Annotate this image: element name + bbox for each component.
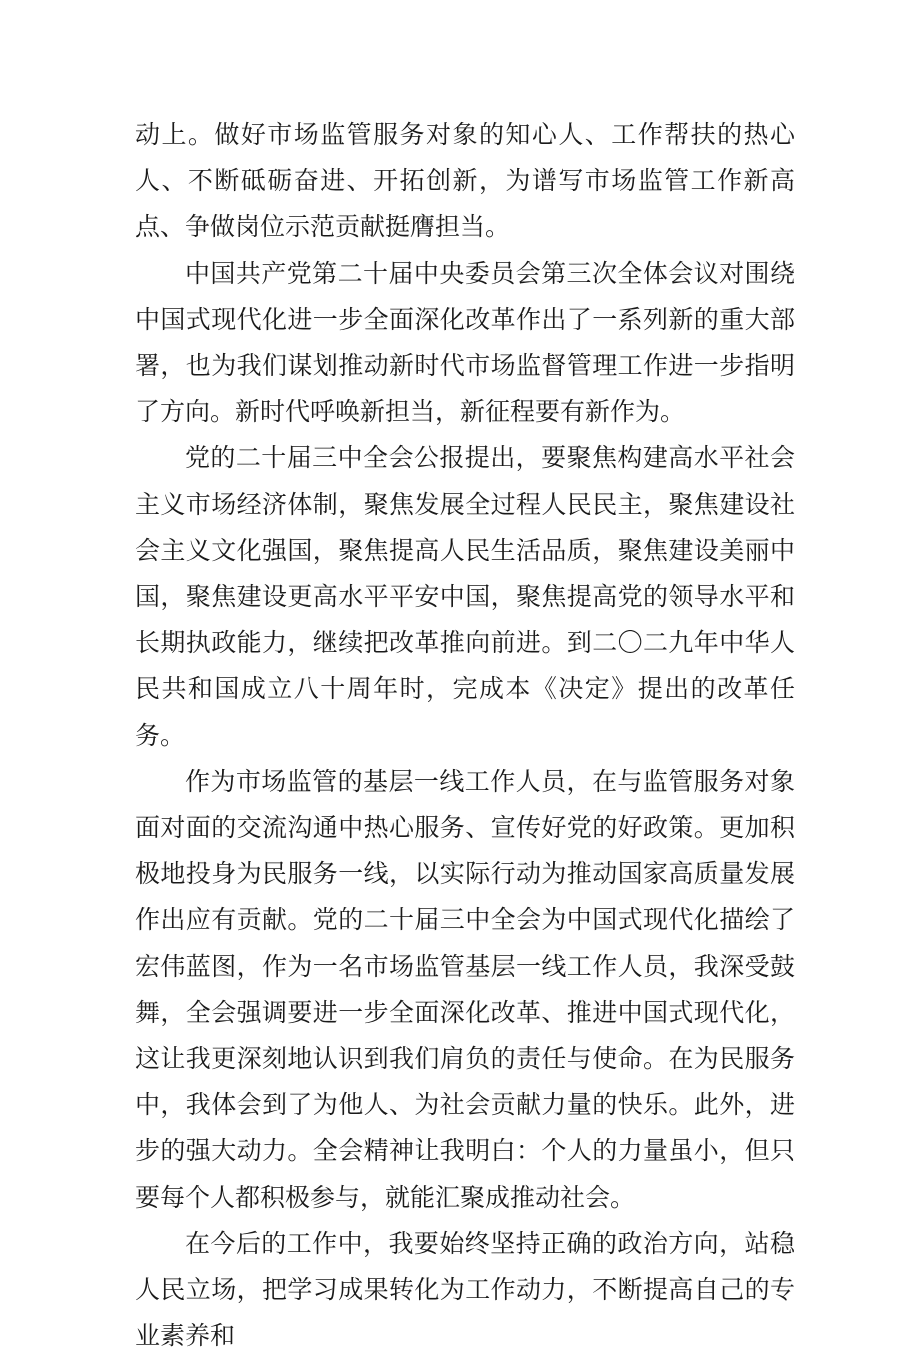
paragraph-continuation: 动上。做好市场监管服务对象的知心人、工作帮扶的热心人、不断砥砺奋进、开拓创新，为谱写市场监管工作新高点、争做岗位示范贡献挺膺担当。 — [135, 120, 795, 242]
paragraph-plenum-deployment: 中国共产党第二十届中央委员会第三次全体会议对围绕中国式现代化进一步全面深化改革作出了一系列新的重大部署，也为我们谋划推动新时代市场监督管理工作进一步指明了方向。新时代呼唤新担当，新征程要有新作为。 — [135, 258, 795, 427]
document-body — [135, 112, 795, 1359]
paragraph-communique-focus: 党的二十届三中全会公报提出，要聚焦构建高水平社会主义市场经济体制，聚焦发展全过程人民民主，聚焦建设社会主义文化强国，聚焦提高人民生活品质，聚焦建设美丽中国，聚焦建设更高水平平安中国，聚焦提高党的领导水平和长期执政能力，继续把改革推向前进。到二〇二九年中华人民共和国成立八十周年时，完成本《决定》提出的改革任务。 — [135, 443, 795, 750]
paragraph-future-work: 在今后的工作中，我要始终坚持正确的政治方向，站稳人民立场，把学习成果转化为工作动力，不断提高自己的专业素养和 — [135, 1228, 795, 1351]
paragraph-frontline-reflection: 作为市场监管的基层一线工作人员，在与监管服务对象面对面的交流沟通中热心服务、宣传好党的好政策。更加积极地投身为民服务一线，以实际行动为推动国家高质量发展作出应有贡献。党的二十届三中全会为中国式现代化描绘了宏伟蓝图，作为一名市场监管基层一线工作人员，我深受鼓舞，全会强调要进一步全面深化改革、推进中国式现代化，这让我更深刻地认识到我们肩负的责任与使命。在为民服务中，我体会到了为他人、为社会贡献力量的快乐。此外，进步的强大动力。全会精神让我明白：个人的力量虽小，但只要每个人都积极参与，就能汇聚成推动社会。 — [135, 766, 795, 1212]
